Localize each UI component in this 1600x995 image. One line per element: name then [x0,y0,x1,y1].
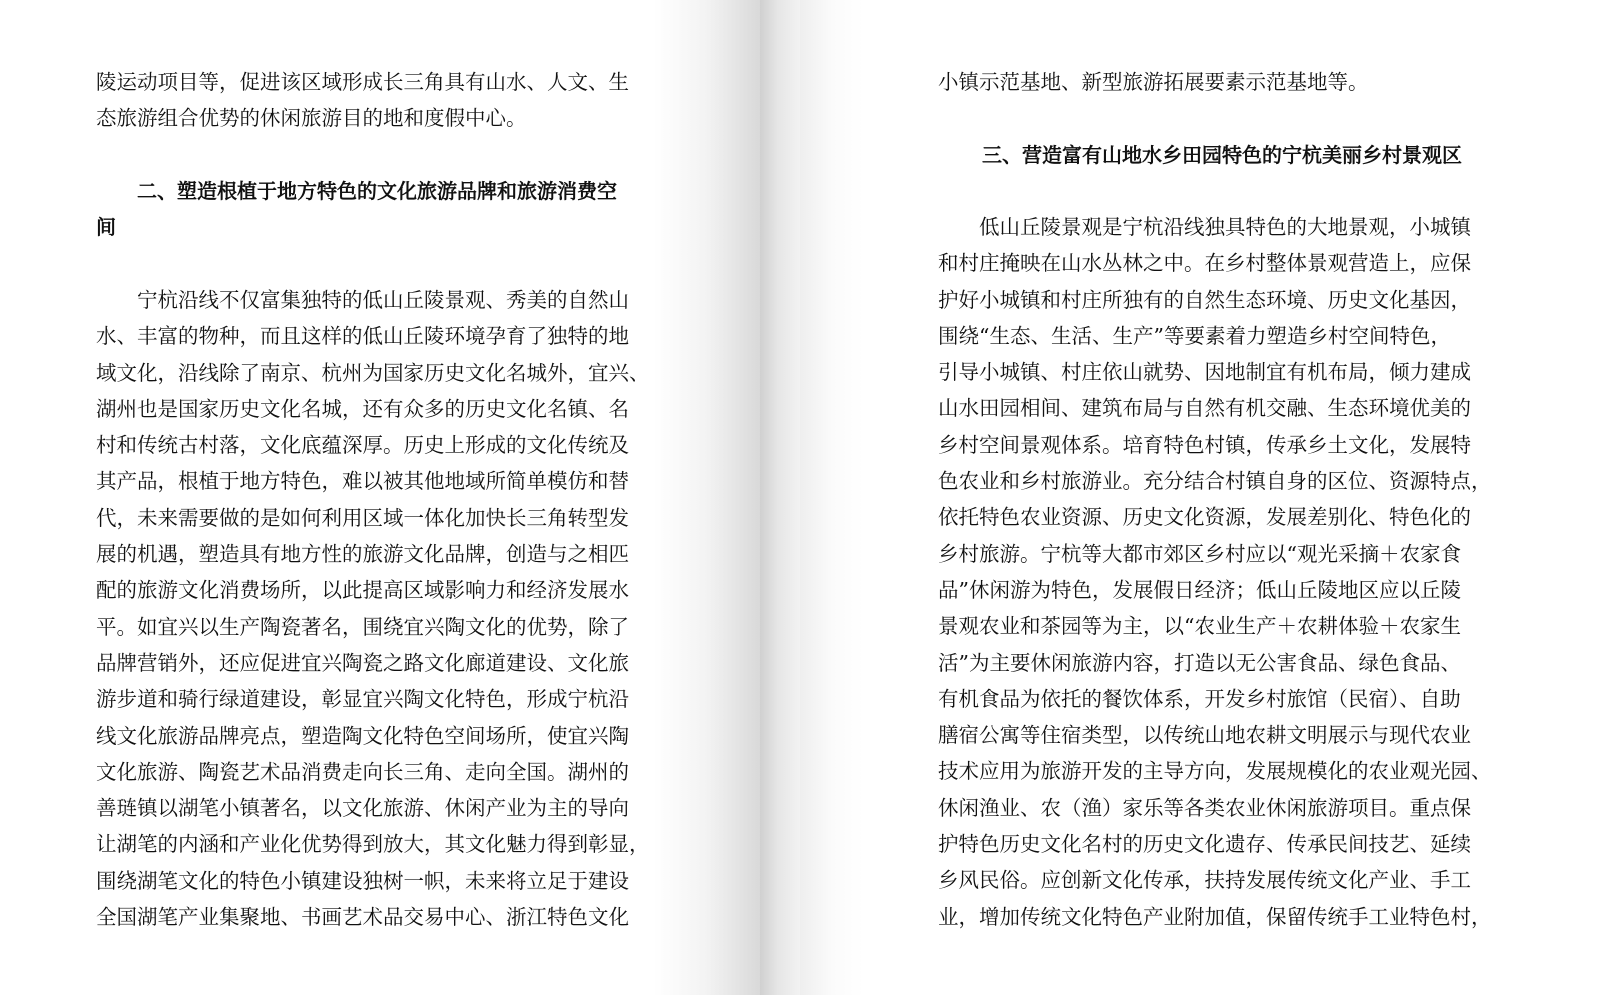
text-line: 态旅游组合优势的休闲旅游目的地和度假中心。 [96,106,527,131]
text-line: 低山丘陵景观是宁杭沿线独具特色的大地景观，小城镇 [979,215,1471,239]
right-intro-paragraph [938,64,1506,100]
text-line: 色农业和乡村旅游业。充分结合村镇自身的区位、资源特点， [938,469,1492,494]
text-line: 游步道和骑行绿道建设，彰显宜兴陶文化特色，形成宁杭沿 [96,687,629,712]
text-line: 和村庄掩映在山水丛林之中。在乡村整体景观营造上，应保 [938,251,1471,276]
text-line: 乡村旅游。宁杭等大都市郊区乡村应以“观光采摘＋农家食 [938,541,1461,566]
text-line: 品牌营销外，还应促进宜兴陶瓷之路文化廊道建设、文化旅 [96,650,629,675]
text-line: 域文化，沿线除了南京、杭州为国家历史文化名城外，宜兴、 [96,360,650,385]
heading-line: 二、塑造根植于地方特色的文化旅游品牌和旅游消费空 [137,179,617,203]
text-line: 宁杭沿线不仅富集独特的低山丘陵景观、秀美的自然山 [137,288,629,312]
text-line: 乡风民俗。应创新文化传承，扶持发展传统文化产业、手工 [938,868,1471,893]
text-line: 展的机遇，塑造具有地方性的旅游文化品牌，创造与之相匹 [96,542,629,567]
text-line: 引导小城镇、村庄依山就势、因地制宜有机布局，倾力建成 [938,360,1471,385]
text-line: 护特色历史文化名村的历史文化遗存、传承民间技艺、延续 [938,832,1471,857]
text-line: 村和传统古村落，文化底蕴深厚。历史上形成的文化传统及 [96,433,629,458]
text-line: 陵运动项目等，促进该区域形成长三角具有山水、人文、生 [96,70,629,94]
text-line: 品”休闲游为特色，发展假日经济；低山丘陵地区应以丘陵 [938,577,1461,602]
text-line: 乡村空间景观体系。培育特色村镇，传承乡土文化，发展特 [938,432,1471,457]
text-line: 围绕湖笔文化的特色小镇建设独树一帜，未来将立足于建设 [96,868,629,893]
text-line: 文化旅游、陶瓷艺术品消费走向长三角、走向全国。湖州的 [96,759,629,784]
text-line: 小镇示范基地、新型旅游拓展要素示范基地等。 [938,70,1369,94]
section-3-body [938,209,1506,935]
left-intro-paragraph [96,64,664,137]
text-line: 让湖笔的内涵和产业化优势得到放大，其文化魅力得到彰显， [96,832,650,857]
text-line: 业，增加传统文化特色产业附加值，保留传统手工业特色村， [938,904,1492,929]
book-gutter [760,0,800,995]
text-line: 平。如宜兴以生产陶瓷著名，围绕宜兴陶文化的优势，除了 [96,614,629,639]
text-line: 代，未来需要做的是如何利用区域一体化加快长三角转型发 [96,505,629,530]
section-3-heading [938,137,1506,173]
text-line: 围绕“生态、生活、生产”等要素着力塑造乡村空间特色， [938,323,1451,348]
text-line: 膳宿公寓等住宿类型，以传统山地农耕文明展示与现代农业 [938,723,1471,748]
section-2-heading [96,173,664,246]
text-line: 善琏镇以湖笔小镇著名，以文化旅游、休闲产业为主的导向 [96,796,629,821]
text-line: 山水田园相间、建筑布局与自然有机交融、生态环境优美的 [938,396,1471,421]
text-line: 护好小城镇和村庄所独有的自然生态环境、历史文化基因， [938,287,1471,312]
section-2-body [96,282,664,935]
text-line: 线文化旅游品牌亮点，塑造陶文化特色空间场所，使宜兴陶 [96,723,629,748]
right-page [800,0,1600,995]
text-line: 有机食品为依托的餐饮体系，开发乡村旅馆（民宿）、自助 [938,686,1461,711]
text-line: 休闲渔业、农（渔）家乐等各类农业休闲旅游项目。重点保 [938,795,1471,820]
text-line: 全国湖笔产业集聚地、书画艺术品交易中心、浙江特色文化 [96,905,629,930]
left-page [0,0,760,995]
text-line: 技术应用为旅游开发的主导方向，发展规模化的农业观光园、 [938,759,1492,784]
heading-line: 间 [96,215,116,240]
heading-line: 三、营造富有山地水乡田园特色的宁杭美丽乡村景观区 [982,143,1462,167]
text-line: 配的旅游文化消费场所，以此提高区域影响力和经济发展水 [96,578,629,603]
text-line: 景观农业和茶园等为主，以“农业生产＋农耕体验＋农家生 [938,614,1461,639]
text-line: 活”为主要休闲旅游内容，打造以无公害食品、绿色食品、 [938,650,1461,675]
text-line: 水、丰富的物种，而且这样的低山丘陵环境孕育了独特的地 [96,324,629,349]
text-line: 其产品，根植于地方特色，难以被其他地域所简单模仿和替 [96,469,629,494]
text-line: 依托特色农业资源、历史文化资源，发展差别化、特色化的 [938,505,1471,530]
text-line: 湖州也是国家历史文化名城，还有众多的历史文化名镇、名 [96,396,629,421]
